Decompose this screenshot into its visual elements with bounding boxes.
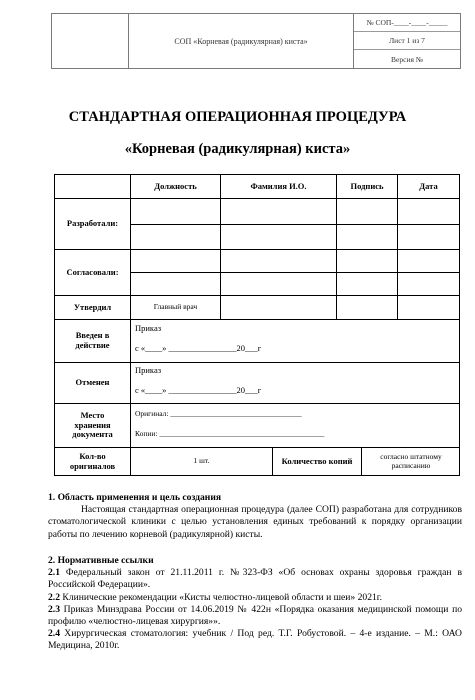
section-1-text: Настоящая стандартная операционная процедура (далее СОП) разработана для сотрудников стоматологической клиники с целью установления единых требований к порядку организации работы по лечению корневой (радикулярной) кисты. — [48, 504, 462, 540]
section-1 — [48, 492, 462, 541]
cancelled-order: Приказ — [135, 365, 162, 376]
row-introduced: Введен в действие — [75, 330, 110, 350]
header-title: СОП «Корневая (радикулярная) киста» — [129, 14, 354, 68]
section-2-title: 2. Нормативные ссылки — [48, 555, 154, 566]
section-1-title: 1. Область применения и цель создания — [48, 492, 222, 503]
sop-number: № СОП-____-____-_____ — [354, 14, 460, 32]
col-signature: Подпись — [350, 180, 384, 191]
introduced-order-date: с «____» ________________20___г — [135, 343, 262, 354]
col-position: Должность — [154, 180, 197, 191]
row-agreed: Согласовали: — [66, 266, 119, 277]
header-meta — [354, 14, 460, 68]
reference-item: 2.2 Клинические рекомендации «Кисты челюстно-лицевой области и шеи» 2021г. — [48, 591, 383, 603]
reference-item: 2.3 Приказ Минздрава России от 14.06.2019 № 422н «Порядка оказания медицинской помощи по профилю «челюстно-лицевая хирургия»». — [48, 603, 463, 627]
approved-position: Главный врач — [153, 302, 198, 312]
sheet-number: Лист 1 из 7 — [354, 32, 460, 50]
introduced-order: Приказ — [135, 323, 162, 334]
approval-table — [54, 174, 460, 476]
storage-original: Оригинал: ___________________________________ — [135, 408, 302, 418]
document-header — [51, 13, 461, 69]
row-cancelled: Отменен — [75, 377, 110, 388]
header-logo-cell — [52, 14, 129, 68]
version-number: Версия № — [391, 54, 423, 64]
copies-count: согласно штатному расписанию — [380, 451, 442, 470]
document-subheading: «Корневая (радикулярная) киста» — [124, 141, 351, 157]
col-date: Дата — [419, 180, 438, 191]
row-storage: Место хранения документа — [72, 409, 113, 440]
row-approved: Утвердил — [73, 301, 112, 312]
copies-count-label: Количество копий — [281, 455, 353, 466]
reference-item: 2.4 Хирургическая стоматология: учебник / Под ред. Т.Г. Робустовой. – 4-е издание. – М.: ОАО Медицина, 2010г. — [48, 628, 462, 652]
reference-item: 2.1 Федеральный закон от 21.11.2011 г. №323-ФЗ «Об основах охраны здоровья граждан в Российской Федерации». — [48, 567, 462, 591]
row-developed: Разработали: — [66, 218, 119, 229]
cancelled-order-date: с «____» ________________20___г — [135, 385, 262, 396]
col-name: Фамилия И.О. — [250, 180, 307, 191]
document-heading: СТАНДАРТНАЯ ОПЕРАЦИОННАЯ ПРОЦЕДУРА — [68, 109, 407, 125]
section-2 — [48, 555, 462, 652]
originals-count: 1 шт. — [193, 456, 210, 466]
row-originals-count: Кол-во оригиналов — [69, 450, 116, 471]
storage-copies: Копии: ____________________________________________ — [135, 428, 325, 438]
